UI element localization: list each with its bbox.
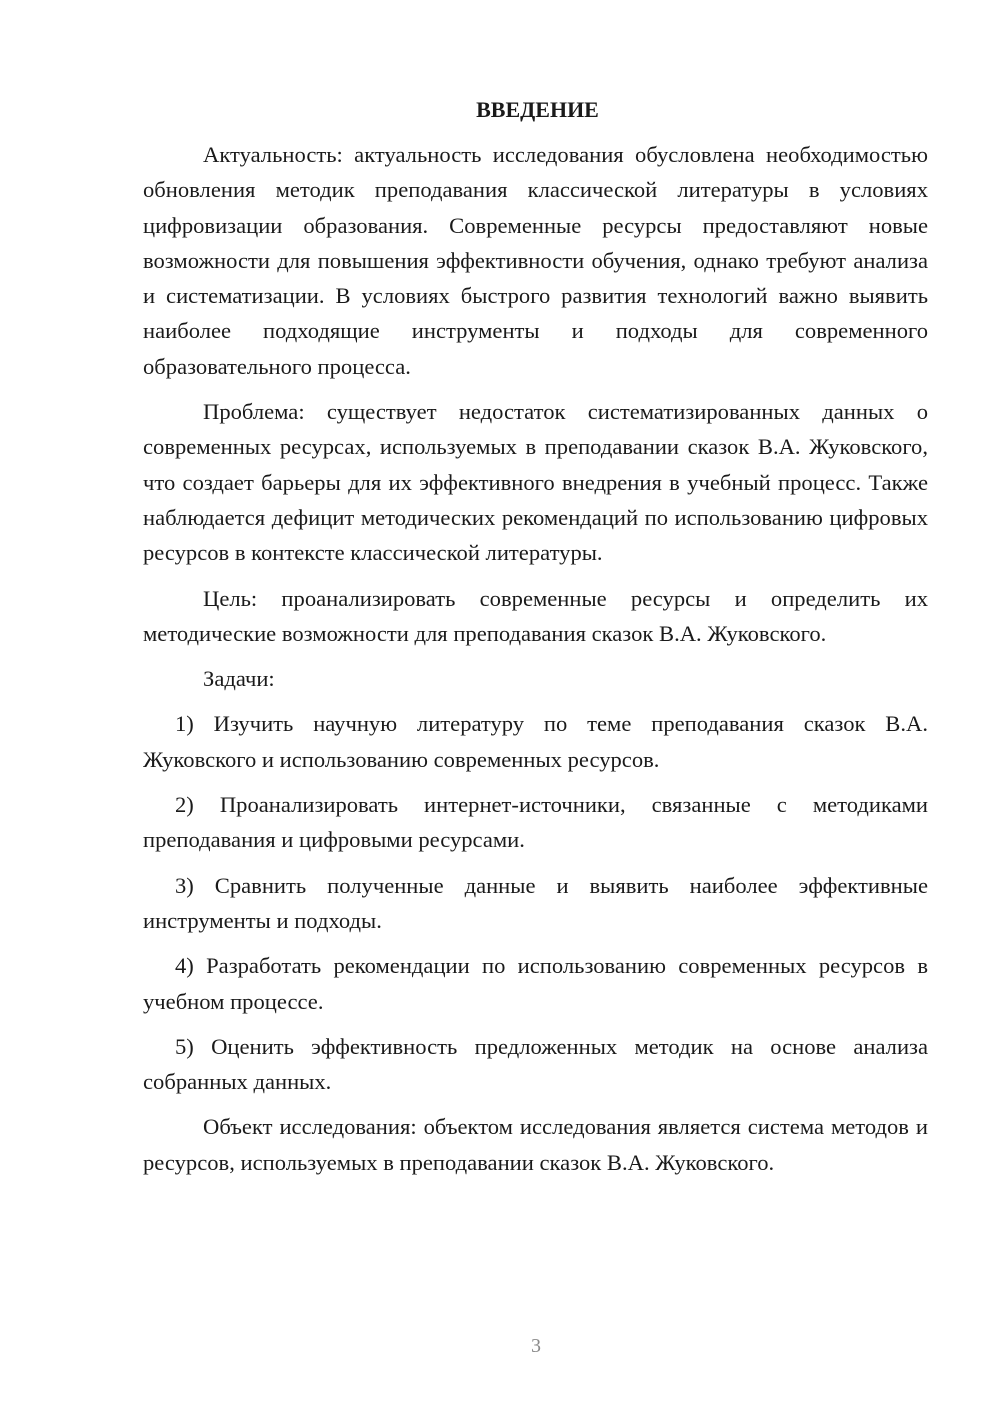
relevance-paragraph: Актуальность: актуальность исследования обусловлена необходимостью обновления методик преподавания классической литературы в условиях цифровизации образования. Современные ресурсы предоставляют новые возможности для повышения эффективности обучения, однако требуют анализа и систематизации. В условиях быстрого развития технологий важно выявить наиболее подходящие инструменты и подходы для современного образовательного процесса. bbox=[143, 142, 928, 379]
object-paragraph: Объект исследования: объектом исследования является система методов и ресурсов, используемых в преподавании сказок В.А. Жуковского. bbox=[143, 1114, 928, 1175]
page-content bbox=[143, 95, 928, 1190]
task-item: 1) Изучить научную литературу по теме преподавания сказок В.А. Жуковского и использованию современных ресурсов. bbox=[143, 711, 928, 772]
task-item: 4) Разработать рекомендации по использованию современных ресурсов в учебном процессе. bbox=[143, 953, 928, 1014]
task-item: 3) Сравнить полученные данные и выявить наиболее эффективные инструменты и подходы. bbox=[143, 872, 928, 933]
page-number: 3 bbox=[531, 1335, 541, 1357]
task-item: 2) Проанализировать интернет-источники, связанные с методиками преподавания и цифровыми ресурсами. bbox=[143, 792, 928, 853]
page-title: ВВЕДЕНИЕ bbox=[476, 97, 599, 122]
tasks-label: Задачи: bbox=[203, 666, 275, 692]
goal-paragraph: Цель: проанализировать современные ресурсы и определить их методические возможности для преподавания сказок В.А. Жуковского. bbox=[143, 585, 928, 646]
task-item: 5) Оценить эффективность предложенных методик на основе анализа собранных данных. bbox=[143, 1033, 928, 1095]
problem-paragraph: Проблема: существует недостаток систематизированных данных о современных ресурсах, используемых в преподавании сказок В.А. Жуковского, что создает барьеры для их эффективного внедрения в учебный процесс. Также наблюдается дефицит методических рекомендаций по использованию цифровых ресурсов в контексте классической литературы. bbox=[143, 399, 928, 566]
